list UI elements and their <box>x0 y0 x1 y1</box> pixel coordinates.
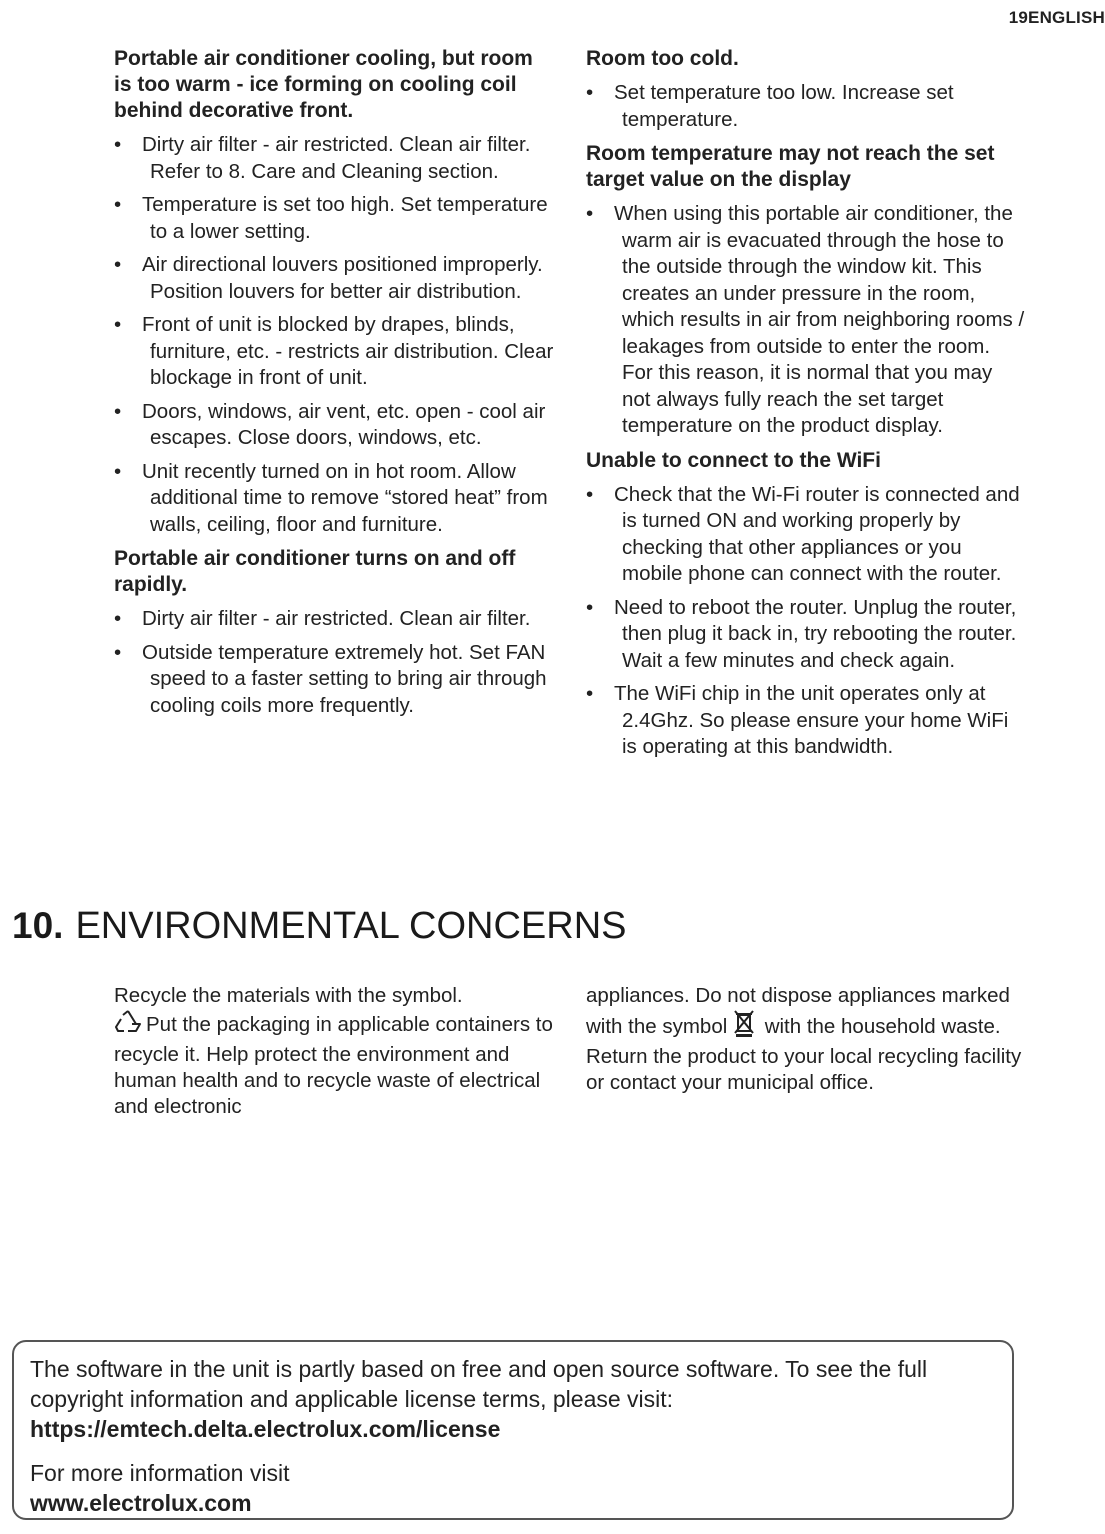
list-item: • Temperature is set too high. Set temperature to a lower setting. <box>114 193 548 243</box>
bullet-list <box>586 482 1026 761</box>
bullet-icon: • <box>114 253 122 276</box>
disposal-text-2: with the household waste. Return the product to your local recycling facility or contact your municipal office. <box>586 1015 1022 1094</box>
page-number-label: 19ENGLISH <box>1008 8 1105 27</box>
bullet-icon: • <box>586 81 594 104</box>
recycle-sentence: Recycle the materials with the symbol. <box>114 984 463 1007</box>
list-item: • Check that the Wi-Fi router is connected and is turned ON and working properly by checking that other appliances or you mobile phone can connect with the router. <box>586 482 1020 585</box>
bullet-icon: • <box>114 459 122 483</box>
list-item: • Doors, windows, air vent, etc. open - cool air escapes. Close doors, windows, etc. <box>114 399 546 449</box>
list-item: • Outside temperature extremely hot. Set FAN speed to a faster setting to bring air through cooling coils more frequently. <box>114 640 547 717</box>
list-item: • Front of unit is blocked by drapes, blinds, furniture, etc. - restricts air distribution. Clear blockage in front of unit. <box>114 313 554 389</box>
license-info-box <box>12 1340 1014 1520</box>
recycle-instructions: Put the packaging in applicable containers to recycle it. Help protect the environment and human health and to recycle waste of electrical and electronic <box>114 1013 553 1118</box>
more-info-text: For more information visit <box>30 1460 290 1486</box>
bullet-list <box>586 201 1026 440</box>
crossed-bin-icon <box>733 1009 755 1044</box>
troubleshooting-left-column <box>114 46 554 727</box>
bullet-icon: • <box>586 482 594 506</box>
section-heading: Unable to connect to the WiFi <box>586 448 881 472</box>
section-number: 10. <box>12 905 64 946</box>
section-heading: Portable air conditioner cooling, but room is too warm - ice forming on cooling coil behind decorative front. <box>114 47 533 122</box>
license-text: The software in the unit is partly based on free and open source software. To see the full copyright information and applicable license terms, please visit: <box>30 1356 928 1412</box>
list-item: • Dirty air filter - air restricted. Clean air filter. <box>114 606 554 633</box>
troubleshooting-right-column <box>586 46 1026 769</box>
section-title <box>12 900 627 952</box>
section-heading: Room too cold. <box>586 47 739 70</box>
bullet-icon: • <box>586 202 594 225</box>
list-item: • When using this portable air conditioner, the warm air is evacuated through the hose to the outside through the window kit. This creates an under pressure in the room, which results in air from neighboring rooms / leakages from outside to enter the room. For this reason, it is normal that you may not always fully reach the set target temperature on the product display. <box>586 202 1025 437</box>
bullet-icon: • <box>586 595 594 619</box>
list-item: • Unit recently turned on in hot room. Allow additional time to remove “stored heat” from walls, ceiling, floor and furniture. <box>114 459 548 536</box>
bullet-list <box>586 80 1026 133</box>
license-link[interactable]: https://emtech.delta.electrolux.com/license <box>30 1416 501 1442</box>
website-link[interactable]: www.electrolux.com <box>30 1490 252 1516</box>
section-heading: Room temperature may not reach the set target value on the display <box>586 142 995 191</box>
bullet-icon: • <box>114 399 122 423</box>
list-item: • Set temperature too low. Increase set temperature. <box>586 81 954 131</box>
list-item: • The WiFi chip in the unit operates only at 2.4Ghz. So please ensure your home WiFi is operating at this bandwidth. <box>586 682 1009 758</box>
bullet-icon: • <box>586 682 594 705</box>
environment-right-text <box>586 983 1026 1096</box>
bullet-icon: • <box>114 640 122 664</box>
bullet-icon: • <box>114 313 122 336</box>
bullet-list <box>114 132 554 538</box>
disposal-text-1: appliances. Do not dispose appliances marked with the symbol <box>586 984 1010 1038</box>
section-heading: Portable air conditioner turns on and off rapidly. <box>114 547 516 596</box>
environment-left-text <box>114 983 554 1120</box>
bullet-icon: • <box>114 133 122 156</box>
recycle-icon <box>114 1009 142 1042</box>
bullet-icon: • <box>114 607 122 630</box>
list-item: • Need to reboot the router. Unplug the router, then plug it back in, try rebooting the router. Wait a few minutes and check again. <box>586 595 1017 672</box>
list-item: • Dirty air filter - air restricted. Clean air filter. Refer to 8. Care and Cleaning section. <box>114 133 531 183</box>
bullet-icon: • <box>114 193 122 216</box>
section-title-text: ENVIRONMENTAL CONCERNS <box>75 905 627 947</box>
list-item: • Air directional louvers positioned improperly. Position louvers for better air distribution. <box>114 253 543 303</box>
bullet-list <box>114 606 554 719</box>
